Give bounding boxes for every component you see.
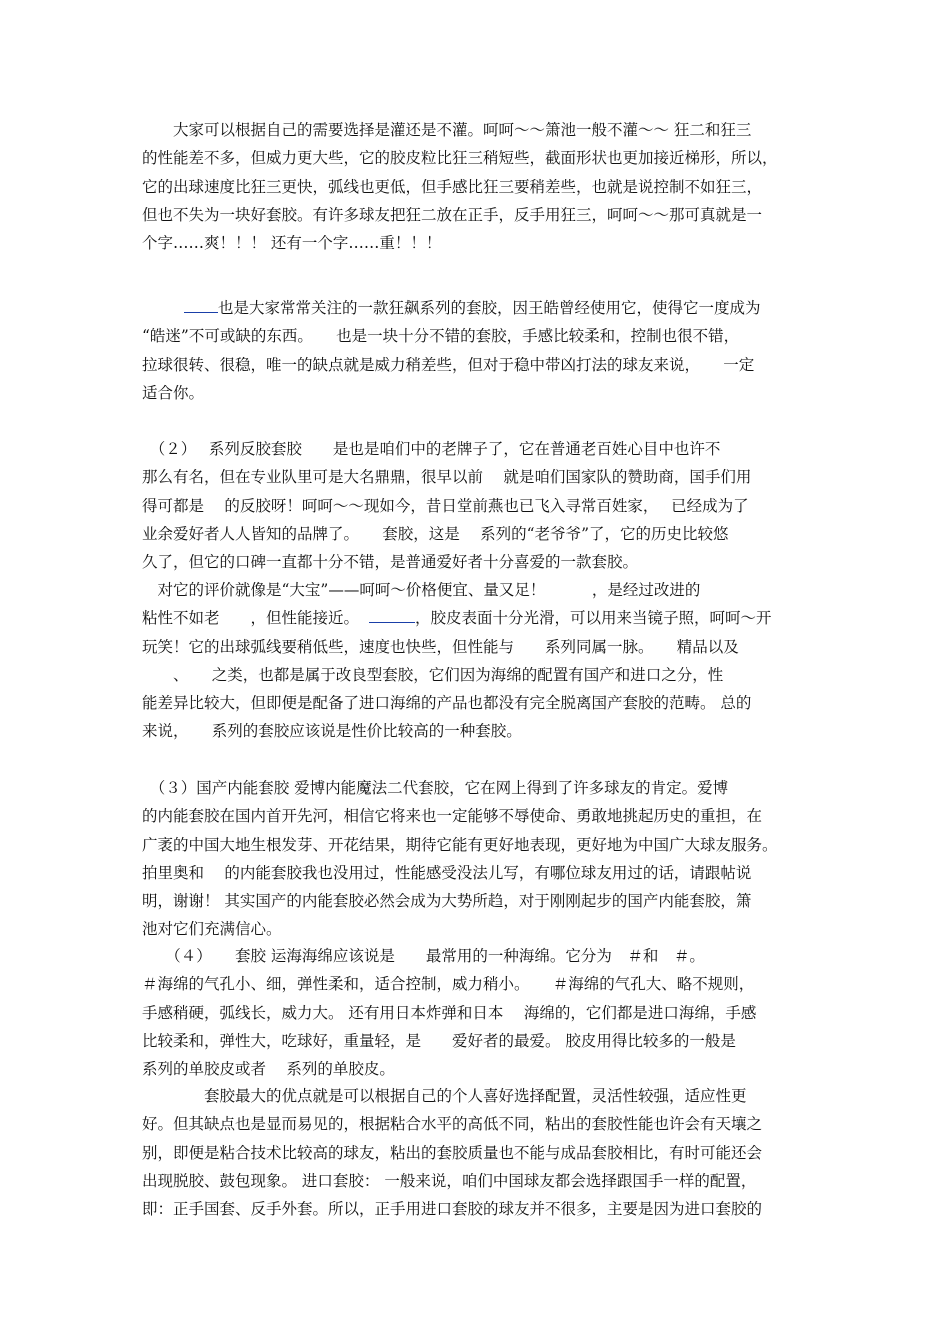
text-line: 手感稍硬，弧线长，威力大。 还有用日本炸弹和日本 海绵的，它们都是进口海绵，手感 (142, 1003, 757, 1022)
text-line: 玩笑！它的出球弧线要稍低些，速度也快些，但性能与 系列同属一脉。 精品以及 (142, 637, 739, 656)
text-line: 久了，但它的口碑一直都十分不错，是普通爱好者十分喜爱的一款套胶。 (142, 553, 639, 572)
text-line: “皓迷”不可或缺的东西。 也是一块十分不错的套胶，手感比较柔和，控制也很不错， (142, 327, 740, 346)
text-line (142, 294, 810, 322)
text-line: 拉球很转、很稳，唯一的缺点就是威力稍差些，但对于稳中带凶打法的球友来说， 一定 (142, 355, 755, 374)
text-segment: ，胶皮表面十分光滑，可以用来当镜子照，呵呵～开 (415, 609, 772, 628)
paragraph-1 (142, 116, 810, 257)
text-line: 适合你。 (142, 383, 205, 402)
text-segment: 粘性不如老 ，但性能接近。 (142, 609, 360, 628)
text-segment: 也是大家常常关注的一款狂飙系列的套胶，因王皓曾经使用它，使得它一度成为 (218, 299, 761, 317)
paragraph-6 (142, 942, 810, 1083)
text-line: 拍里奥和 的内能套胶我也没用过，性能感受没法儿写，有哪位球友用过的话，请跟帖说 (142, 863, 752, 882)
text-line: 能差异比较大，但即便是配备了进口海绵的产品也都没有完全脱离国产套胶的范畴。 总的 (142, 694, 752, 713)
text-line: 来说， 系列的套胶应该说是性价比较高的一种套胶。 (142, 722, 522, 741)
text-line: 它的出球速度比狂三更快，弧线也更低，但手感比狂三要稍差些，也就是说控制不如狂三， (142, 177, 763, 196)
text-line: 系列的单胶皮或者 系列的单胶皮。 (142, 1060, 395, 1079)
text-line: 即：正手国套、反手外套。所以，正手用进口套胶的球友并不很多，主要是因为进口套胶的 (142, 1200, 763, 1219)
text-line: 的内能套胶在国内首开先河，相信它将来也一定能够不辱使命、勇敢地挑起历史的重担，在 (142, 807, 763, 826)
blank-underline (184, 296, 218, 313)
text-line: 对它的评价就像是“大宝”——呵呵～价格便宜、量又足！ ，是经过改进的 (142, 581, 701, 599)
text-line: （２） 系列反胶套胶 是也是咱们中的老牌子了，它在普通老百姓心目中也许不 (142, 440, 721, 458)
text-line: 好。但其缺点也是显而易见的，根据粘合水平的高低不同，粘出的套胶性能也许会有天壤之 (142, 1115, 763, 1134)
paragraph-4 (142, 576, 810, 746)
text-line: 但也不失为一块好套胶。有许多球友把狂二放在正手，反手用狂三，呵呵～～那可真就是一 (142, 205, 763, 224)
paragraph-2 (142, 294, 810, 407)
text-line: 个字……爽！！！ 还有一个字……重！！！ (142, 234, 442, 253)
paragraph-5 (142, 774, 810, 944)
text-line: 比较柔和，弹性大，吃球好，重量轻，是 爱好者的最爱。 胶皮用得比较多的一般是 (142, 1031, 736, 1050)
text-line: 明，谢谢！ 其实国产的内能套胶必然会成为大势所趋，对于刚刚起步的国产内能套胶，箫 (142, 892, 752, 911)
text-line: 池对它们充满信心。 (142, 920, 282, 939)
text-line: 得可都是 的反胶呀！呵呵～～现如今，昔日堂前燕也已飞入寻常百姓家， 已经成为了 (142, 496, 749, 515)
text-line: 、 之类，也都是属于改良型套胶，它们因为海绵的配置有国产和进口之分，性 (142, 665, 724, 684)
text-line: 套胶最大的优点就是可以根据自己的个人喜好选择配置，灵活性较强，适应性更 (142, 1087, 747, 1105)
text-line: 别，即便是粘合技术比较高的球友，粘出的套胶质量也不能与成品套胶相比，有时可能还会 (142, 1143, 763, 1162)
text-line: （３）国产内能套胶 爱博内能魔法二代套胶，它在网上得到了许多球友的肯定。爱博 (142, 779, 729, 797)
text-line: （４） 套胶 运海海绵应该说是 最常用的一种海绵。它分为 ＃和 ＃。 (142, 947, 705, 965)
text-line (142, 604, 810, 632)
paragraph-3 (142, 435, 810, 576)
text-line: ＃海绵的气孔小、细，弹性柔和，适合控制，威力稍小。 ＃海绵的气孔大、略不规则， (142, 975, 755, 994)
text-line: 业余爱好者人人皆知的品牌了。 套胶，这是 系列的“老爷爷”了，它的历史比较悠 (142, 524, 729, 543)
paragraph-7 (142, 1082, 810, 1223)
blank-underline (369, 606, 415, 623)
text-line: 那么有名，但在专业队里可是大名鼎鼎，很早以前 就是咱们国家队的赞助商，国手们用 (142, 468, 752, 487)
text-line: 大家可以根据自己的需要选择是灌还是不灌。呵呵～～箫池一般不灌～～ 狂二和狂三 (142, 121, 752, 139)
text-line: 广袤的中国大地生根发芽、开花结果，期待它能有更好地表现，更好地为中国广大球友服务。 (142, 835, 778, 854)
text-line: 出现脱胶、鼓包现象。 进口套胶： 一般来说，咱们中国球友都会选择跟国手一样的配置， (142, 1171, 757, 1190)
text-line: 的性能差不多，但威力更大些，它的胶皮粒比狂三稍短些，截面形状也更加接近梯形，所以， (142, 149, 778, 168)
